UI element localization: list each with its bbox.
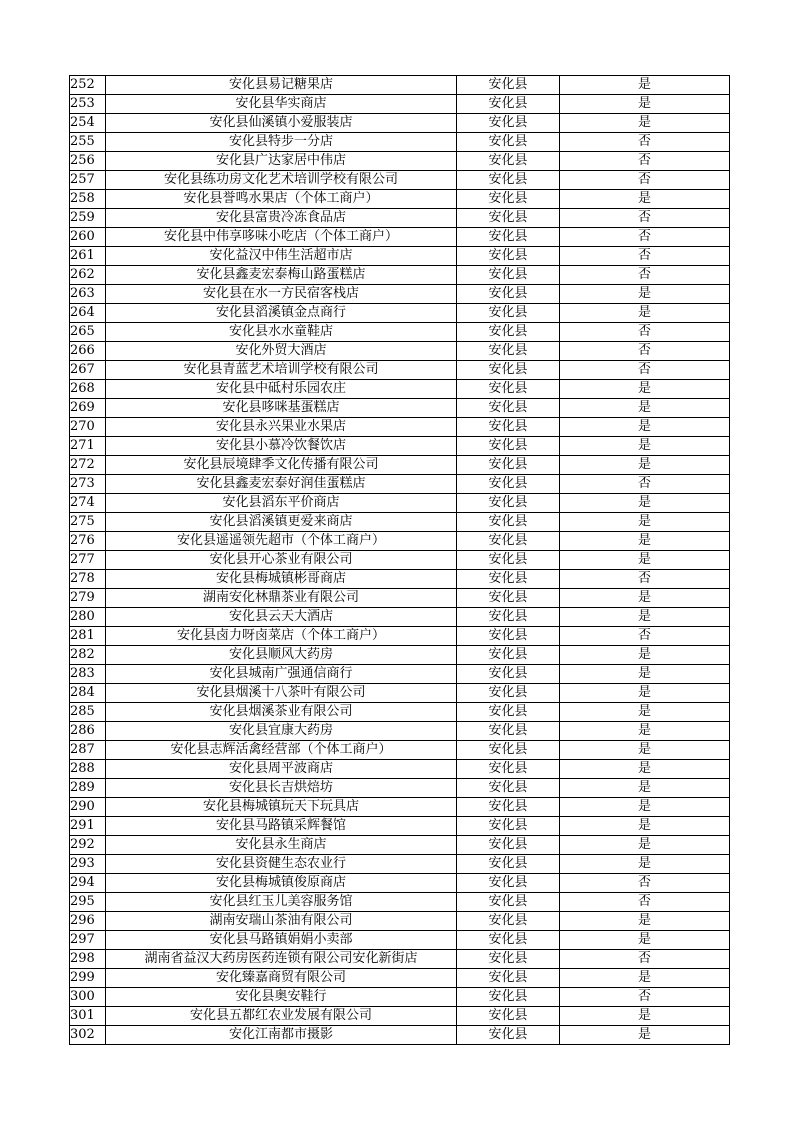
- status-flag-cell: 否: [560, 228, 730, 247]
- county-cell: 安化县: [457, 95, 560, 114]
- table-row: [70, 133, 730, 152]
- status-flag-cell: 是: [560, 551, 730, 570]
- county-cell: 安化县: [457, 209, 560, 228]
- county-cell: 安化县: [457, 437, 560, 456]
- business-name-cell: 湖南省益汉大药房医药连锁有限公司安化新街店: [106, 950, 457, 969]
- business-name-cell: 安化益汉中伟生活超市店: [106, 247, 457, 266]
- table-row: [70, 437, 730, 456]
- status-flag-cell: 否: [560, 133, 730, 152]
- table-row: [70, 798, 730, 817]
- business-name-cell: 安化县仙溪镇小爱服装店: [106, 114, 457, 133]
- row-number-cell: 266: [70, 342, 106, 361]
- table-row: [70, 665, 730, 684]
- table-row: [70, 342, 730, 361]
- status-flag-cell: 否: [560, 627, 730, 646]
- status-flag-cell: 是: [560, 399, 730, 418]
- status-flag-cell: 否: [560, 342, 730, 361]
- row-number-cell: 292: [70, 836, 106, 855]
- business-name-cell: 安化县顺风大药房: [106, 646, 457, 665]
- business-name-cell: 安化县水水童鞋店: [106, 323, 457, 342]
- row-number-cell: 298: [70, 950, 106, 969]
- row-number-cell: 276: [70, 532, 106, 551]
- county-cell: 安化县: [457, 646, 560, 665]
- table-row: [70, 456, 730, 475]
- status-flag-cell: 否: [560, 171, 730, 190]
- status-flag-cell: 是: [560, 760, 730, 779]
- row-number-cell: 270: [70, 418, 106, 437]
- business-name-cell: 安化县奥安鞋行: [106, 988, 457, 1007]
- business-name-cell: 安化臻嘉商贸有限公司: [106, 969, 457, 988]
- status-flag-cell: 是: [560, 513, 730, 532]
- table-row: [70, 171, 730, 190]
- county-cell: 安化县: [457, 152, 560, 171]
- table-row: [70, 551, 730, 570]
- status-flag-cell: 是: [560, 779, 730, 798]
- county-cell: 安化县: [457, 1026, 560, 1045]
- business-name-cell: 安化县哆咪基蛋糕店: [106, 399, 457, 418]
- business-name-cell: 安化县富贵冷冻食品店: [106, 209, 457, 228]
- status-flag-cell: 是: [560, 703, 730, 722]
- row-number-cell: 258: [70, 190, 106, 209]
- business-name-cell: 安化县云天大酒店: [106, 608, 457, 627]
- county-cell: 安化县: [457, 703, 560, 722]
- status-flag-cell: 否: [560, 266, 730, 285]
- table-row: [70, 684, 730, 703]
- county-cell: 安化县: [457, 798, 560, 817]
- business-name-cell: 安化县五都红农业发展有限公司: [106, 1007, 457, 1026]
- row-number-cell: 278: [70, 570, 106, 589]
- row-number-cell: 294: [70, 874, 106, 893]
- status-flag-cell: 是: [560, 532, 730, 551]
- business-name-cell: 安化县滔溪镇金点商行: [106, 304, 457, 323]
- county-cell: 安化县: [457, 190, 560, 209]
- status-flag-cell: 是: [560, 798, 730, 817]
- business-name-cell: 安化县滔东平价商店: [106, 494, 457, 513]
- status-flag-cell: 否: [560, 988, 730, 1007]
- row-number-cell: 283: [70, 665, 106, 684]
- business-name-cell: 安化县滔溪镇更爱来商店: [106, 513, 457, 532]
- business-name-cell: 安化县辰境肆季文化传播有限公司: [106, 456, 457, 475]
- table-row: [70, 266, 730, 285]
- business-name-cell: 安化县特步一分店: [106, 133, 457, 152]
- county-cell: 安化县: [457, 380, 560, 399]
- county-cell: 安化县: [457, 627, 560, 646]
- county-cell: 安化县: [457, 741, 560, 760]
- table-row: [70, 608, 730, 627]
- county-cell: 安化县: [457, 608, 560, 627]
- table-row: [70, 570, 730, 589]
- status-flag-cell: 是: [560, 95, 730, 114]
- business-name-cell: 安化县广达家居中伟店: [106, 152, 457, 171]
- table-row: [70, 209, 730, 228]
- row-number-cell: 285: [70, 703, 106, 722]
- table-row: [70, 855, 730, 874]
- business-name-cell: 安化县在水一方民宿客栈店: [106, 285, 457, 304]
- business-name-cell: 安化县遥遥领先超市（个体工商户）: [106, 532, 457, 551]
- business-name-cell: 安化县资健生态农业行: [106, 855, 457, 874]
- county-cell: 安化县: [457, 266, 560, 285]
- business-list-table: [69, 75, 730, 1045]
- status-flag-cell: 否: [560, 475, 730, 494]
- status-flag-cell: 是: [560, 380, 730, 399]
- status-flag-cell: 是: [560, 722, 730, 741]
- status-flag-cell: 是: [560, 76, 730, 95]
- row-number-cell: 282: [70, 646, 106, 665]
- row-number-cell: 280: [70, 608, 106, 627]
- status-flag-cell: 否: [560, 950, 730, 969]
- county-cell: 安化县: [457, 684, 560, 703]
- business-name-cell: 安化县中伟享哆味小吃店（个体工商户）: [106, 228, 457, 247]
- business-name-cell: 安化县周平波商店: [106, 760, 457, 779]
- business-name-cell: 安化县梅城镇俊原商店: [106, 874, 457, 893]
- row-number-cell: 290: [70, 798, 106, 817]
- county-cell: 安化县: [457, 874, 560, 893]
- row-number-cell: 296: [70, 912, 106, 931]
- business-name-cell: 安化县誉鸣水果店（个体工商户）: [106, 190, 457, 209]
- status-flag-cell: 是: [560, 190, 730, 209]
- status-flag-cell: 是: [560, 285, 730, 304]
- table-row: [70, 247, 730, 266]
- business-name-cell: 安化县马路镇采辉餐馆: [106, 817, 457, 836]
- county-cell: 安化县: [457, 988, 560, 1007]
- business-name-cell: 安化县烟溪十八茶叶有限公司: [106, 684, 457, 703]
- row-number-cell: 265: [70, 323, 106, 342]
- status-flag-cell: 否: [560, 247, 730, 266]
- row-number-cell: 262: [70, 266, 106, 285]
- row-number-cell: 269: [70, 399, 106, 418]
- row-number-cell: 274: [70, 494, 106, 513]
- table-row: [70, 722, 730, 741]
- table-row: [70, 190, 730, 209]
- county-cell: 安化县: [457, 589, 560, 608]
- business-name-cell: 湖南安瑞山茶油有限公司: [106, 912, 457, 931]
- table-row: [70, 703, 730, 722]
- row-number-cell: 271: [70, 437, 106, 456]
- table-row: [70, 931, 730, 950]
- county-cell: 安化县: [457, 836, 560, 855]
- county-cell: 安化县: [457, 114, 560, 133]
- business-name-cell: 安化县烟溪茶业有限公司: [106, 703, 457, 722]
- row-number-cell: 253: [70, 95, 106, 114]
- county-cell: 安化县: [457, 779, 560, 798]
- row-number-cell: 268: [70, 380, 106, 399]
- county-cell: 安化县: [457, 171, 560, 190]
- county-cell: 安化县: [457, 532, 560, 551]
- business-name-cell: 安化外贸大酒店: [106, 342, 457, 361]
- row-number-cell: 287: [70, 741, 106, 760]
- status-flag-cell: 是: [560, 646, 730, 665]
- status-flag-cell: 否: [560, 152, 730, 171]
- table-body: [70, 76, 730, 1045]
- status-flag-cell: 是: [560, 665, 730, 684]
- status-flag-cell: 是: [560, 684, 730, 703]
- county-cell: 安化县: [457, 399, 560, 418]
- county-cell: 安化县: [457, 133, 560, 152]
- status-flag-cell: 是: [560, 418, 730, 437]
- status-flag-cell: 否: [560, 893, 730, 912]
- status-flag-cell: 是: [560, 969, 730, 988]
- county-cell: 安化县: [457, 513, 560, 532]
- county-cell: 安化县: [457, 494, 560, 513]
- status-flag-cell: 否: [560, 323, 730, 342]
- table-row: [70, 950, 730, 969]
- table-row: [70, 893, 730, 912]
- row-number-cell: 259: [70, 209, 106, 228]
- row-number-cell: 302: [70, 1026, 106, 1045]
- row-number-cell: 257: [70, 171, 106, 190]
- county-cell: 安化县: [457, 950, 560, 969]
- row-number-cell: 277: [70, 551, 106, 570]
- table-row: [70, 836, 730, 855]
- table-row: [70, 874, 730, 893]
- business-name-cell: 安化县卤力呀卤菜店（个体工商户）: [106, 627, 457, 646]
- row-number-cell: 263: [70, 285, 106, 304]
- row-number-cell: 264: [70, 304, 106, 323]
- business-name-cell: 安化县梅城镇彬哥商店: [106, 570, 457, 589]
- county-cell: 安化县: [457, 722, 560, 741]
- row-number-cell: 275: [70, 513, 106, 532]
- row-number-cell: 254: [70, 114, 106, 133]
- county-cell: 安化县: [457, 247, 560, 266]
- row-number-cell: 273: [70, 475, 106, 494]
- table-row: [70, 817, 730, 836]
- business-name-cell: 安化县红玉儿美容服务馆: [106, 893, 457, 912]
- row-number-cell: 288: [70, 760, 106, 779]
- table-row: [70, 988, 730, 1007]
- table-row: [70, 285, 730, 304]
- status-flag-cell: 否: [560, 874, 730, 893]
- status-flag-cell: 是: [560, 456, 730, 475]
- business-name-cell: 安化县志辉活禽经营部（个体工商户）: [106, 741, 457, 760]
- county-cell: 安化县: [457, 76, 560, 95]
- county-cell: 安化县: [457, 475, 560, 494]
- table-row: [70, 418, 730, 437]
- row-number-cell: 286: [70, 722, 106, 741]
- business-name-cell: 安化县小慕冷饮餐饮店: [106, 437, 457, 456]
- row-number-cell: 299: [70, 969, 106, 988]
- business-name-cell: 安化县华实商店: [106, 95, 457, 114]
- county-cell: 安化县: [457, 931, 560, 950]
- status-flag-cell: 是: [560, 855, 730, 874]
- row-number-cell: 279: [70, 589, 106, 608]
- table-row: [70, 760, 730, 779]
- status-flag-cell: 是: [560, 608, 730, 627]
- county-cell: 安化县: [457, 855, 560, 874]
- status-flag-cell: 否: [560, 209, 730, 228]
- table-row: [70, 646, 730, 665]
- business-name-cell: 安化县鑫麦宏泰好润佳蛋糕店: [106, 475, 457, 494]
- table-row: [70, 589, 730, 608]
- row-number-cell: 256: [70, 152, 106, 171]
- business-name-cell: 安化县永兴果业水果店: [106, 418, 457, 437]
- table-row: [70, 627, 730, 646]
- status-flag-cell: 是: [560, 304, 730, 323]
- business-name-cell: 安化县中砥村乐园农庄: [106, 380, 457, 399]
- row-number-cell: 272: [70, 456, 106, 475]
- row-number-cell: 295: [70, 893, 106, 912]
- county-cell: 安化县: [457, 912, 560, 931]
- status-flag-cell: 是: [560, 1026, 730, 1045]
- row-number-cell: 261: [70, 247, 106, 266]
- table-row: [70, 741, 730, 760]
- table-row: [70, 912, 730, 931]
- row-number-cell: 300: [70, 988, 106, 1007]
- status-flag-cell: 是: [560, 1007, 730, 1026]
- business-name-cell: 安化县易记糖果店: [106, 76, 457, 95]
- table-row: [70, 304, 730, 323]
- county-cell: 安化县: [457, 418, 560, 437]
- row-number-cell: 255: [70, 133, 106, 152]
- county-cell: 安化县: [457, 1007, 560, 1026]
- business-name-cell: 安化县梅城镇玩天下玩具店: [106, 798, 457, 817]
- county-cell: 安化县: [457, 760, 560, 779]
- county-cell: 安化县: [457, 570, 560, 589]
- status-flag-cell: 是: [560, 931, 730, 950]
- business-name-cell: 安化县宜康大药房: [106, 722, 457, 741]
- status-flag-cell: 是: [560, 836, 730, 855]
- county-cell: 安化县: [457, 817, 560, 836]
- business-name-cell: 安化县城南广强通信商行: [106, 665, 457, 684]
- status-flag-cell: 是: [560, 741, 730, 760]
- business-name-cell: 安化县马路镇娟娟小卖部: [106, 931, 457, 950]
- status-flag-cell: 是: [560, 114, 730, 133]
- county-cell: 安化县: [457, 342, 560, 361]
- table-row: [70, 513, 730, 532]
- business-name-cell: 安化县永生商店: [106, 836, 457, 855]
- status-flag-cell: 是: [560, 817, 730, 836]
- row-number-cell: 267: [70, 361, 106, 380]
- business-name-cell: 安化县开心茶业有限公司: [106, 551, 457, 570]
- business-name-cell: 安化县鑫麦宏泰梅山路蛋糕店: [106, 266, 457, 285]
- table-row: [70, 399, 730, 418]
- table-row: [70, 114, 730, 133]
- business-name-cell: 安化县青蓝艺术培训学校有限公司: [106, 361, 457, 380]
- status-flag-cell: 是: [560, 437, 730, 456]
- row-number-cell: 252: [70, 76, 106, 95]
- table-row: [70, 969, 730, 988]
- business-name-cell: 湖南安化林鼎茶业有限公司: [106, 589, 457, 608]
- county-cell: 安化县: [457, 323, 560, 342]
- county-cell: 安化县: [457, 893, 560, 912]
- row-number-cell: 281: [70, 627, 106, 646]
- table-row: [70, 779, 730, 798]
- row-number-cell: 284: [70, 684, 106, 703]
- county-cell: 安化县: [457, 361, 560, 380]
- table-row: [70, 475, 730, 494]
- table-row: [70, 228, 730, 247]
- table-row: [70, 361, 730, 380]
- row-number-cell: 260: [70, 228, 106, 247]
- county-cell: 安化县: [457, 456, 560, 475]
- row-number-cell: 289: [70, 779, 106, 798]
- county-cell: 安化县: [457, 551, 560, 570]
- table-row: [70, 323, 730, 342]
- table-row: [70, 152, 730, 171]
- table-row: [70, 494, 730, 513]
- county-cell: 安化县: [457, 228, 560, 247]
- county-cell: 安化县: [457, 969, 560, 988]
- table-row: [70, 532, 730, 551]
- table-row: [70, 95, 730, 114]
- status-flag-cell: 是: [560, 912, 730, 931]
- status-flag-cell: 否: [560, 361, 730, 380]
- table-row: [70, 1007, 730, 1026]
- county-cell: 安化县: [457, 304, 560, 323]
- status-flag-cell: 是: [560, 494, 730, 513]
- table-row: [70, 1026, 730, 1045]
- row-number-cell: 291: [70, 817, 106, 836]
- table-row: [70, 76, 730, 95]
- county-cell: 安化县: [457, 665, 560, 684]
- row-number-cell: 297: [70, 931, 106, 950]
- county-cell: 安化县: [457, 285, 560, 304]
- business-name-cell: 安化江南都市摄影: [106, 1026, 457, 1045]
- status-flag-cell: 否: [560, 570, 730, 589]
- business-name-cell: 安化县长吉烘焙坊: [106, 779, 457, 798]
- business-name-cell: 安化县练功房文化艺术培训学校有限公司: [106, 171, 457, 190]
- row-number-cell: 293: [70, 855, 106, 874]
- status-flag-cell: 是: [560, 589, 730, 608]
- table-row: [70, 380, 730, 399]
- row-number-cell: 301: [70, 1007, 106, 1026]
